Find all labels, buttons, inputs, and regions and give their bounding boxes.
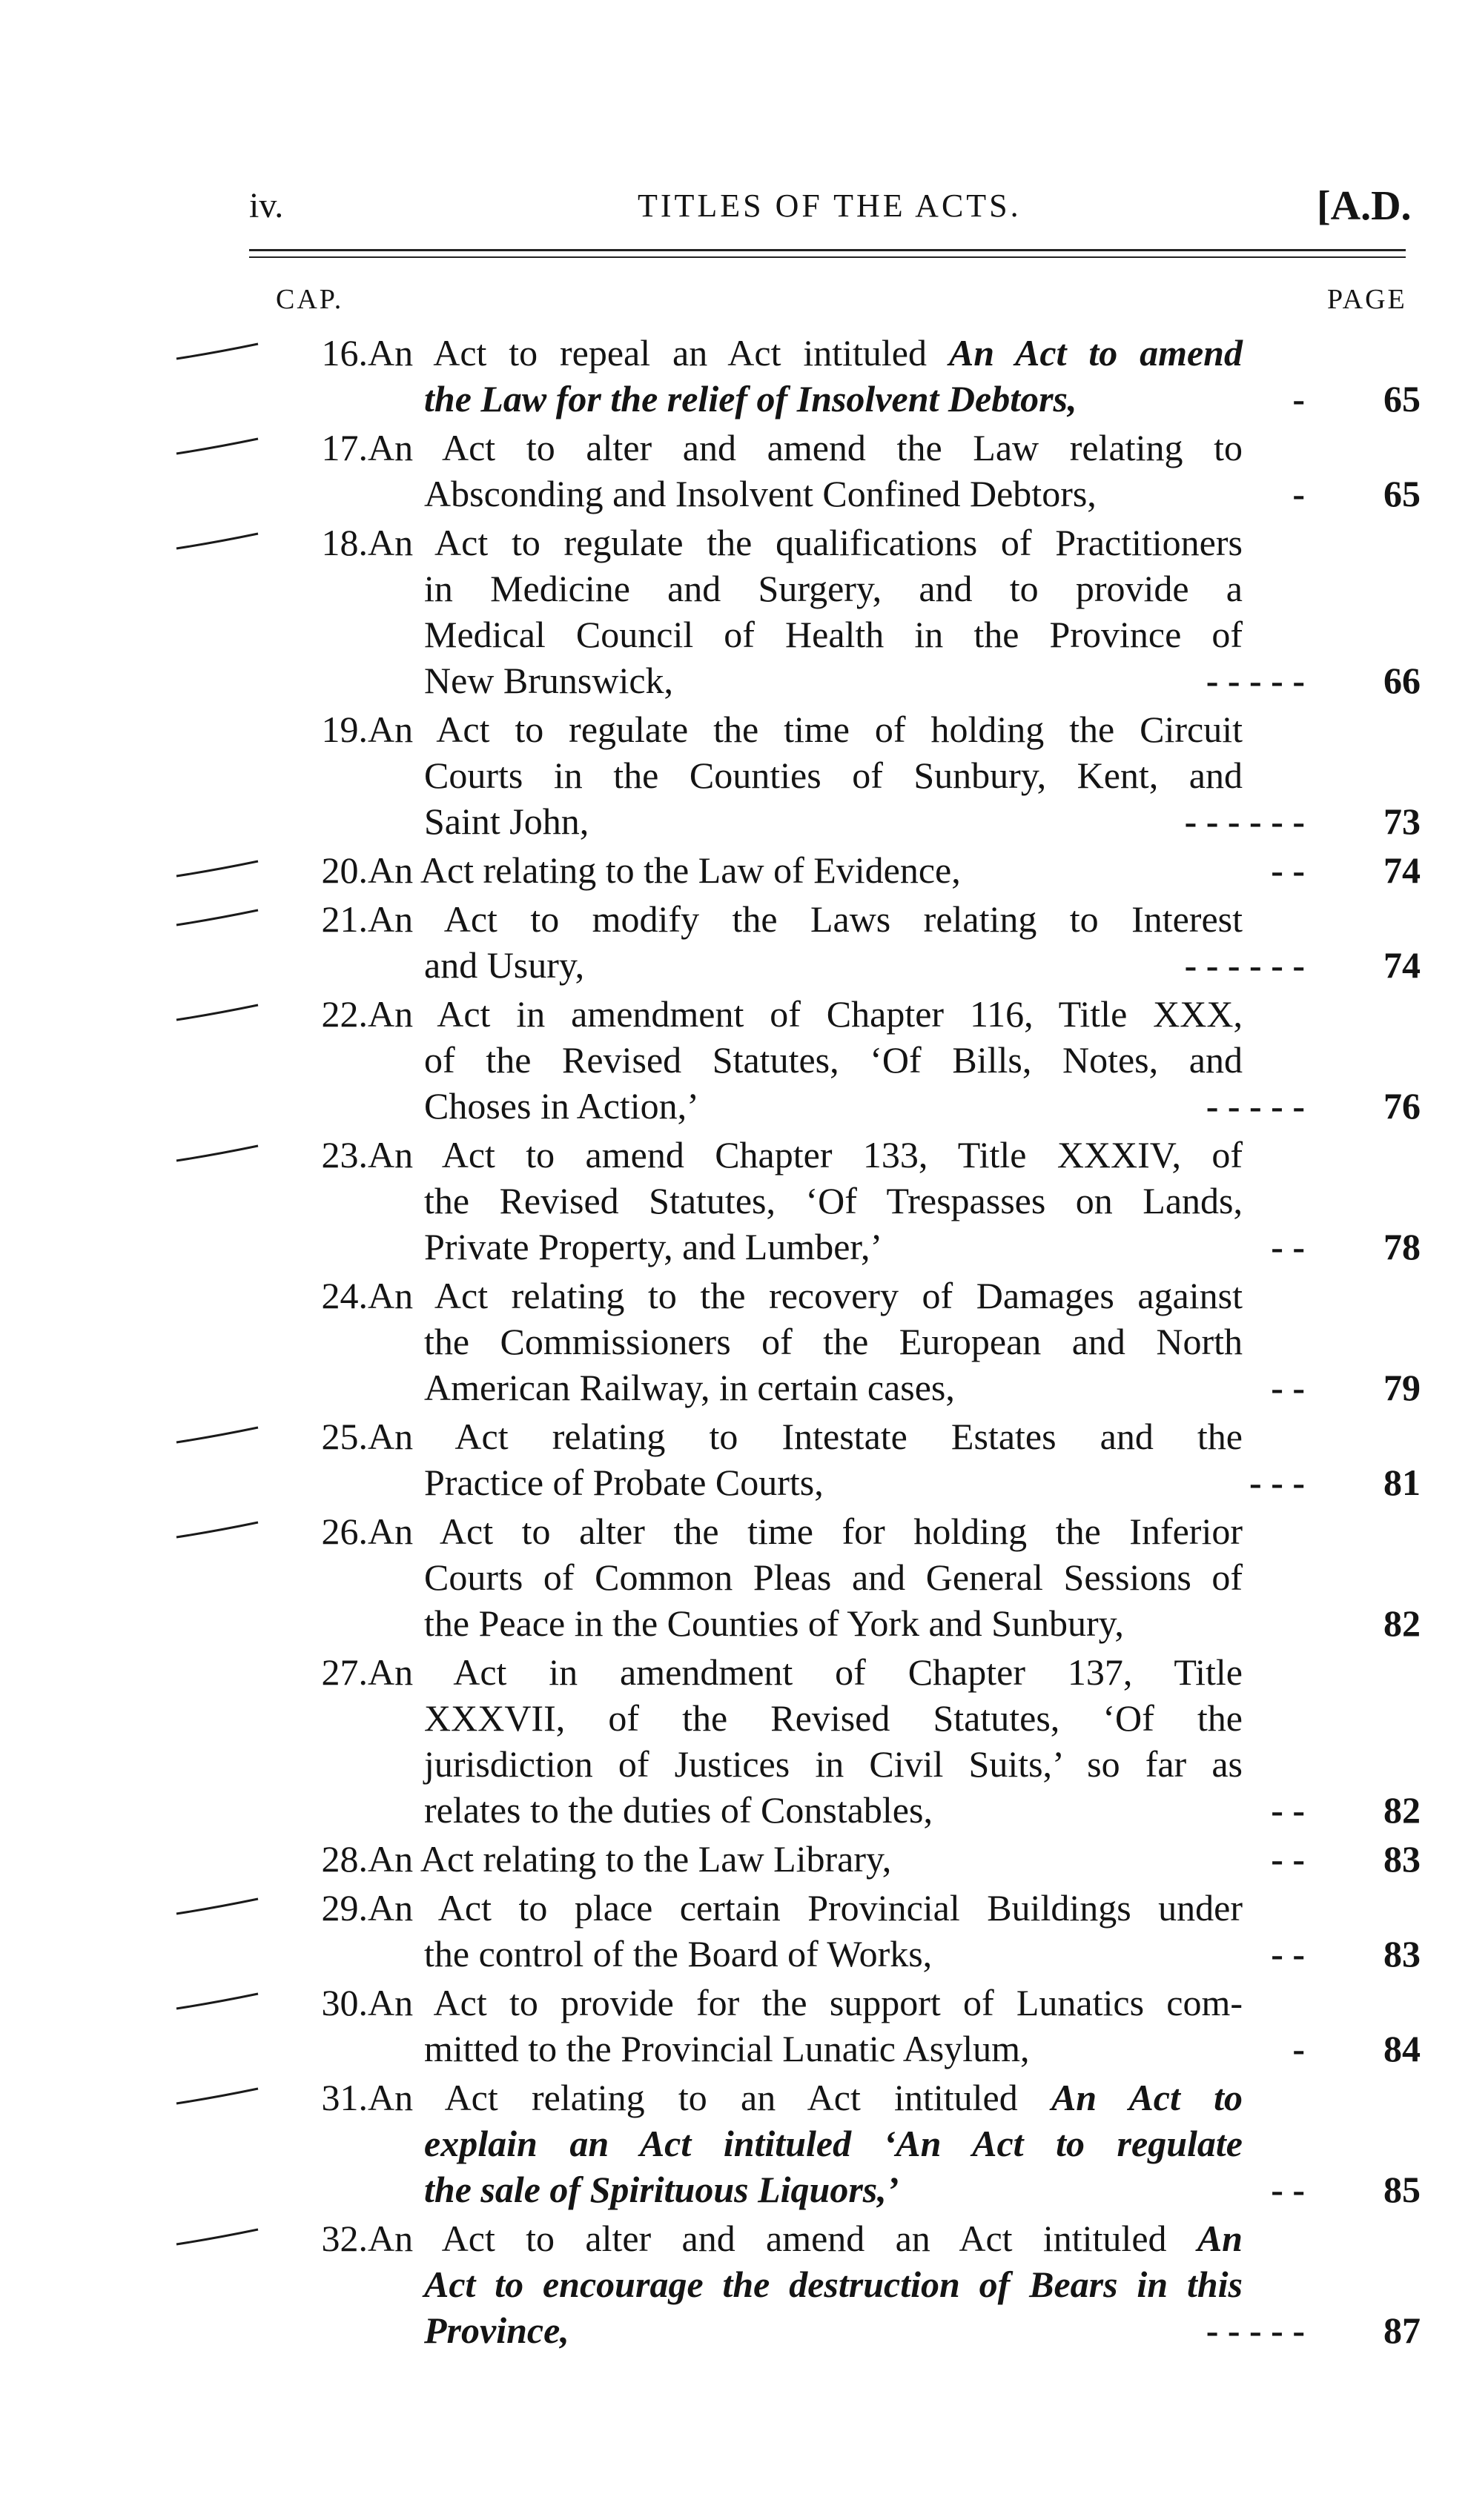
act-title-roman: the Commissioners of the European and North [424, 1321, 1243, 1362]
pencil-tick-mark [171, 2222, 267, 2252]
act-title-text [424, 1365, 955, 1410]
pencil-tick-mark [171, 854, 267, 883]
act-title-continuation [0, 1224, 1468, 1269]
act-title-roman: American Railway, in certain cases, [424, 1367, 955, 1408]
page-number: 83 [1383, 1838, 1421, 1880]
act-title-text [424, 1038, 1243, 1082]
act-title-continuation [0, 566, 1468, 611]
page-number: 66 [1383, 660, 1421, 701]
act-title-text [368, 1414, 1243, 1459]
leader-dashes: - - [1271, 1789, 1305, 1831]
act-title-roman: An Act relating to the Law of Evidence, [368, 849, 961, 891]
page-number: 82 [1383, 1602, 1421, 1644]
act-title-text [368, 1837, 891, 1881]
act-title-roman: Practice of Probate Courts, [424, 1462, 824, 1503]
page-column-heading: PAGE [1327, 284, 1407, 315]
act-title-text [368, 1133, 1243, 1177]
page-number: 65 [1383, 378, 1421, 420]
pencil-tick-mark [171, 526, 267, 556]
page-number: 87 [1383, 2310, 1421, 2351]
act-title-roman: An Act to amend Chapter 133, Title XXXIV, of [368, 1134, 1243, 1176]
act-title-text [368, 1650, 1243, 1694]
act-title-text [424, 377, 1077, 421]
leader-dashes: - - - - - [1206, 2310, 1305, 2351]
pencil-tick-mark [171, 1891, 267, 1921]
act-title-roman: Medical Council of Health in the Province of [424, 614, 1243, 655]
chapter-number: 19. [321, 709, 368, 750]
leader-dashes: - - [1271, 849, 1305, 891]
chapter-number: 32. [321, 2218, 368, 2259]
act-title-text [424, 1742, 1243, 1786]
act-title-text [424, 1696, 1243, 1740]
pencil-tick-mark [171, 1138, 267, 1168]
header-rule [249, 249, 1406, 251]
chapter-number: 31. [321, 2077, 368, 2118]
act-title-continuation [0, 377, 1468, 421]
act-title-roman: of the Revised Statutes, ‘Of Bills, Notes, and [424, 1039, 1243, 1081]
act-title-continuation [0, 612, 1468, 657]
act-title-roman: An Act to alter and amend the Law relating to [368, 427, 1243, 468]
leader-dashes: - - [1271, 1226, 1305, 1267]
leader-dashes: - [1292, 378, 1305, 420]
act-title-text [368, 520, 1243, 565]
leader-dashes: - - [1271, 1838, 1305, 1880]
act-title-text [424, 2121, 1243, 2166]
act-title-roman: Courts in the Counties of Sunbury, Kent, and [424, 755, 1243, 796]
act-title-italic: Act to encourage the destruction of Bears in this [424, 2264, 1243, 2305]
act-title-continuation [0, 2262, 1468, 2307]
act-title-text [424, 753, 1243, 798]
act-title-continuation [0, 1084, 1468, 1128]
page-number: 83 [1383, 1933, 1421, 1974]
page-number: 81 [1383, 1462, 1421, 1503]
year-header: [A.D. [1317, 183, 1412, 229]
pencil-tick-mark [171, 336, 267, 366]
chapter-number: 20. [321, 849, 368, 891]
act-title-roman: and Usury, [424, 944, 585, 986]
act-title-text [424, 2026, 1030, 2071]
act-title-text [368, 897, 1243, 941]
act-title-continuation [0, 2167, 1468, 2212]
act-title-text [424, 799, 589, 843]
act-title-roman: XXXVII, of the Revised Statutes, ‘Of the [424, 1697, 1243, 1739]
page-number: 84 [1383, 2028, 1421, 2069]
act-title-first-line [0, 1650, 1468, 1694]
act-title-continuation [0, 1319, 1468, 1364]
act-title-roman: An Act to alter and amend an Act intituled [368, 2218, 1197, 2259]
act-title-text [424, 2167, 899, 2212]
page-number: 74 [1383, 849, 1421, 891]
pencil-tick-mark [171, 1986, 267, 2016]
chapter-number: 16. [321, 332, 368, 374]
page-number: 78 [1383, 1226, 1421, 1267]
act-title-roman: in Medicine and Surgery, and to provide a [424, 568, 1243, 609]
act-title-continuation [0, 799, 1468, 843]
act-title-continuation [0, 1788, 1468, 1832]
act-title-roman: the Revised Statutes, ‘Of Trespasses on Lands, [424, 1180, 1243, 1221]
act-title-text [424, 1555, 1243, 1599]
page-number: 82 [1383, 1789, 1421, 1831]
act-title-text [424, 471, 1097, 516]
chapter-number: 23. [321, 1134, 368, 1176]
act-title-text [424, 1932, 932, 1976]
pencil-tick-mark [171, 903, 267, 932]
act-title-roman: An Act relating to the Law Library, [368, 1838, 892, 1880]
act-title-roman: mitted to the Provincial Lunatic Asylum, [424, 2028, 1030, 2069]
act-title-roman: An Act relating to Intestate Estates and the [368, 1416, 1243, 1457]
act-title-text [424, 1460, 824, 1505]
act-title-roman: An Act relating to an Act intituled [368, 2077, 1051, 2118]
act-title-first-line [0, 707, 1468, 752]
chapter-number: 17. [321, 427, 368, 468]
act-title-continuation [0, 1742, 1468, 1786]
act-title-roman: Absconding and Insolvent Confined Debtors, [424, 473, 1097, 514]
act-title-text [424, 1601, 1124, 1645]
act-title-roman: Courts of Common Pleas and General Sessions of [424, 1556, 1243, 1598]
act-title-roman: An Act to alter the time for holding the Inferior [368, 1511, 1243, 1552]
act-title-text [424, 2262, 1243, 2307]
chapter-number: 18. [321, 522, 368, 563]
page-number: 73 [1383, 800, 1421, 842]
pencil-tick-mark [171, 431, 267, 461]
page-number-roman: iv. [249, 186, 284, 225]
act-title-text [424, 1178, 1243, 1223]
act-title-text [424, 1788, 933, 1832]
act-title-roman: An Act to repeal an Act intituled [368, 332, 949, 374]
chapter-number: 28. [321, 1838, 368, 1880]
page-number: 65 [1383, 473, 1421, 514]
act-title-text [424, 943, 584, 987]
act-title-continuation [0, 943, 1468, 987]
act-title-continuation [0, 1932, 1468, 1976]
act-title-roman: An Act to regulate the time of holding the Circuit [368, 709, 1243, 750]
page-number: 74 [1383, 944, 1421, 986]
leader-dashes: - - - - - [1206, 1085, 1305, 1127]
act-title-continuation [0, 1460, 1468, 1505]
act-title-text [368, 1980, 1243, 2025]
leader-dashes: - - - - - - [1184, 944, 1305, 986]
act-title-text [368, 848, 961, 892]
act-title-continuation [0, 753, 1468, 798]
page-title: TITLES OF THE ACTS. [638, 188, 1022, 224]
leader-dashes: - - - [1249, 1462, 1305, 1503]
chapter-number: 27. [321, 1651, 368, 1693]
act-title-italic: the sale of Spirituous Liquors,’ [424, 2169, 899, 2210]
pencil-tick-mark [171, 2081, 267, 2111]
leader-dashes: - - [1271, 1933, 1305, 1974]
chapter-number: 25. [321, 1416, 368, 1457]
act-title-text [368, 992, 1243, 1036]
act-title-roman: An Act to modify the Laws relating to Interest [368, 898, 1243, 940]
act-title-text [424, 658, 673, 703]
act-title-continuation [0, 1555, 1468, 1599]
act-title-text [368, 331, 1243, 375]
act-title-continuation [0, 658, 1468, 703]
act-title-roman: An Act in amendment of Chapter 137, Title [368, 1651, 1243, 1693]
act-title-italic: the Law for the relief of Insolvent Debtors, [424, 378, 1077, 420]
header-rule-double [249, 256, 1406, 258]
act-title-continuation [0, 2026, 1468, 2071]
leader-dashes: - - [1271, 2169, 1305, 2210]
act-title-text [368, 425, 1243, 470]
act-title-first-line [0, 1273, 1468, 1318]
leader-dashes: - - [1271, 1367, 1305, 1408]
act-title-text [368, 2075, 1243, 2120]
leader-dashes: - - - - - [1206, 660, 1305, 701]
act-title-continuation [0, 1178, 1468, 1223]
act-title-roman: An Act to place certain Provincial Buildings under [368, 1887, 1243, 1929]
act-title-continuation [0, 1038, 1468, 1082]
act-title-text [424, 1224, 882, 1269]
act-title-first-line [0, 1837, 1468, 1881]
cap-column-heading: CAP. [276, 284, 344, 315]
page-number: 76 [1383, 1085, 1421, 1127]
act-title-roman: the control of the Board of Works, [424, 1933, 933, 1974]
act-title-roman: Saint John, [424, 800, 589, 842]
act-title-text [424, 1084, 699, 1128]
act-title-text [368, 1273, 1243, 1318]
act-title-text [424, 566, 1243, 611]
act-title-continuation [0, 1601, 1468, 1645]
chapter-number: 29. [321, 1887, 368, 1929]
act-title-roman: An Act in amendment of Chapter 116, Title XXX, [368, 993, 1243, 1035]
act-title-italic: Province, [424, 2310, 569, 2351]
act-title-roman: An Act to regulate the qualifications of Practitioners [368, 522, 1243, 563]
act-title-italic: explain an Act intituled ‘An Act to regulate [424, 2123, 1243, 2164]
act-title-text [424, 2308, 569, 2352]
pencil-tick-mark [171, 1515, 267, 1545]
act-title-roman: jurisdiction of Justices in Civil Suits,’ so far as [424, 1743, 1243, 1785]
act-title-continuation [0, 1696, 1468, 1740]
act-title-italic: An Act to [1051, 2077, 1243, 2118]
act-title-roman: New Brunswick, [424, 660, 674, 701]
act-title-roman: Private Property, and Lumber,’ [424, 1226, 883, 1267]
act-title-roman: An Act relating to the recovery of Damages against [368, 1275, 1243, 1316]
act-title-text [368, 707, 1243, 752]
chapter-number: 30. [321, 1982, 368, 2023]
act-title-roman: An Act to provide for the support of Lunatics com- [368, 1982, 1243, 2023]
act-title-italic: An Act to amend [948, 332, 1243, 374]
act-title-text [424, 1319, 1243, 1364]
act-title-continuation [0, 471, 1468, 516]
leader-dashes: - [1292, 2028, 1305, 2069]
act-title-continuation [0, 2308, 1468, 2352]
act-title-italic: An [1197, 2218, 1243, 2259]
act-title-continuation [0, 1365, 1468, 1410]
act-title-roman: the Peace in the Counties of York and Sunbury, [424, 1602, 1124, 1644]
act-title-roman: Choses in Action,’ [424, 1085, 699, 1127]
leader-dashes: - - - - - - [1184, 800, 1305, 842]
pencil-tick-mark [171, 998, 267, 1027]
pencil-tick-mark [171, 1420, 267, 1450]
act-title-continuation [0, 2121, 1468, 2166]
chapter-number: 26. [321, 1511, 368, 1552]
act-title-text [424, 612, 1243, 657]
chapter-number: 21. [321, 898, 368, 940]
act-title-text [368, 2216, 1243, 2261]
chapter-number: 22. [321, 993, 368, 1035]
page-number: 85 [1383, 2169, 1421, 2210]
act-title-roman: relates to the duties of Constables, [424, 1789, 933, 1831]
act-title-text [368, 1886, 1243, 1930]
act-title-text [368, 1509, 1243, 1554]
leader-dashes: - [1292, 473, 1305, 514]
chapter-number: 24. [321, 1275, 368, 1316]
page-number: 79 [1383, 1367, 1421, 1408]
